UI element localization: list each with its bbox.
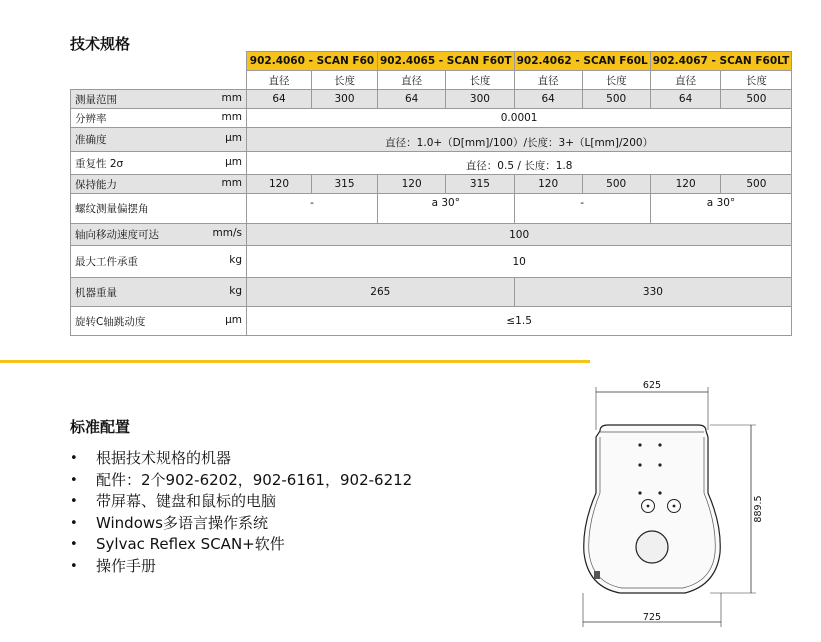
- row-label: 轴向移动速度可达: [75, 229, 159, 241]
- row-runout: [71, 307, 792, 336]
- row-unit: kg: [229, 254, 242, 266]
- value-cell: a 30°: [650, 194, 792, 224]
- row-unit: mm/s: [212, 227, 242, 239]
- value-cell: 500: [582, 90, 650, 109]
- row-unit: µm: [225, 132, 242, 144]
- value-cell: 120: [514, 175, 582, 194]
- value-cell: -: [247, 194, 378, 224]
- subheader-cell: 直径: [650, 71, 721, 90]
- blank-cell: [71, 52, 247, 71]
- value-cell: 315: [446, 175, 514, 194]
- row-label: 准确度: [75, 134, 107, 146]
- row-capacity: [71, 175, 792, 194]
- row-speed: [71, 224, 792, 246]
- row-label: 分辨率: [75, 112, 107, 125]
- model-header: 902.4067 - SCAN F60LT: [650, 52, 792, 71]
- model-header: 902.4060 - SCAN F60: [247, 52, 378, 71]
- value-cell: 64: [514, 90, 582, 109]
- value-cell: a 30°: [378, 194, 515, 224]
- row-load: [71, 246, 792, 278]
- standard-config-title: 标准配置: [70, 418, 131, 436]
- row-label: 旋转C轴跳动度: [75, 315, 146, 328]
- value-cell: 64: [378, 90, 446, 109]
- list-item: • Windows多语言操作系统: [70, 513, 412, 535]
- hole-icon: [638, 443, 641, 446]
- row-unit: kg: [229, 284, 242, 297]
- row-unit: mm: [221, 110, 242, 123]
- rotary-table-icon: [636, 531, 668, 563]
- model-header: 902.4065 - SCAN F60T: [378, 52, 515, 71]
- row-unit: mm: [221, 176, 242, 189]
- value-cell: 500: [721, 175, 792, 194]
- standard-config-list: [70, 448, 412, 577]
- row-label: 保持能力: [75, 178, 117, 191]
- dimension-top-label: 625: [642, 380, 662, 391]
- list-item: • 根据技术规格的机器: [70, 448, 412, 470]
- row-label: 测量范围: [75, 93, 117, 106]
- section-divider: [0, 360, 590, 363]
- subheader-cell: 长度: [446, 71, 514, 90]
- row-label: 最大工件承重: [75, 256, 138, 268]
- list-item: • 配件：2个902-6202，902-6161，902-6212: [70, 470, 412, 492]
- row-label: 重复性 2σ: [75, 157, 124, 170]
- hole-icon: [658, 491, 661, 494]
- subheader-cell: 长度: [582, 71, 650, 90]
- subheader-cell: 直径: [247, 71, 312, 90]
- hole-icon: [638, 463, 641, 466]
- value-cell: 直径：0.5 / 长度：1.8: [247, 152, 792, 175]
- subheader-cell: 长度: [312, 71, 378, 90]
- machine-top-view-drawing: [570, 375, 770, 635]
- list-item: • 带屏幕、键盘和鼠标的电脑: [70, 491, 412, 513]
- row-label: 机器重量: [75, 286, 117, 299]
- value-cell: ≤1.5: [247, 307, 792, 336]
- hole-icon: [638, 491, 641, 494]
- value-cell: 300: [312, 90, 378, 109]
- blank-cell: [71, 71, 247, 90]
- row-range: [71, 90, 792, 109]
- subheader-row: [71, 71, 792, 90]
- row-thread: [71, 194, 792, 224]
- value-cell: 330: [514, 278, 792, 307]
- value-cell: 100: [247, 224, 792, 246]
- subheader-cell: 直径: [378, 71, 446, 90]
- value-cell: 10: [247, 246, 792, 278]
- dimension-height-label: 889.5: [753, 495, 764, 523]
- value-cell: 265: [247, 278, 515, 307]
- side-knob-icon: [594, 571, 600, 579]
- row-unit: µm: [225, 313, 242, 326]
- row-resolution: [71, 109, 792, 128]
- value-cell: -: [514, 194, 650, 224]
- list-item: • 操作手册: [70, 556, 412, 578]
- spec-title: 技术规格: [70, 35, 131, 53]
- value-cell: 500: [582, 175, 650, 194]
- value-cell: 64: [247, 90, 312, 109]
- row-repeatability: [71, 152, 792, 175]
- value-cell: 300: [446, 90, 514, 109]
- row-label: 螺纹测量偏摆角: [75, 203, 149, 215]
- model-header-row: [71, 52, 792, 71]
- list-item: • Sylvac Reflex SCAN+软件: [70, 534, 412, 556]
- value-cell: 500: [721, 90, 792, 109]
- hole-icon: [658, 443, 661, 446]
- spec-table: [70, 51, 792, 336]
- value-cell: 120: [247, 175, 312, 194]
- subheader-cell: 直径: [514, 71, 582, 90]
- value-cell: 315: [312, 175, 378, 194]
- row-unit: mm: [221, 91, 242, 104]
- value-cell: 120: [378, 175, 446, 194]
- row-unit: µm: [225, 155, 242, 168]
- value-cell: 120: [650, 175, 721, 194]
- hole-icon: [658, 463, 661, 466]
- model-header: 902.4062 - SCAN F60L: [514, 52, 650, 71]
- subheader-cell: 长度: [721, 71, 792, 90]
- value-cell: 直径：1.0+（D[mm]/100）/长度：3+（L[mm]/200）: [247, 128, 792, 152]
- row-accuracy: [71, 128, 792, 152]
- row-weight: [71, 278, 792, 307]
- machine-body-outline: [584, 425, 721, 593]
- value-cell: 64: [650, 90, 721, 109]
- value-cell: 0.0001: [247, 109, 792, 128]
- dimension-bottom-label: 725: [642, 612, 662, 623]
